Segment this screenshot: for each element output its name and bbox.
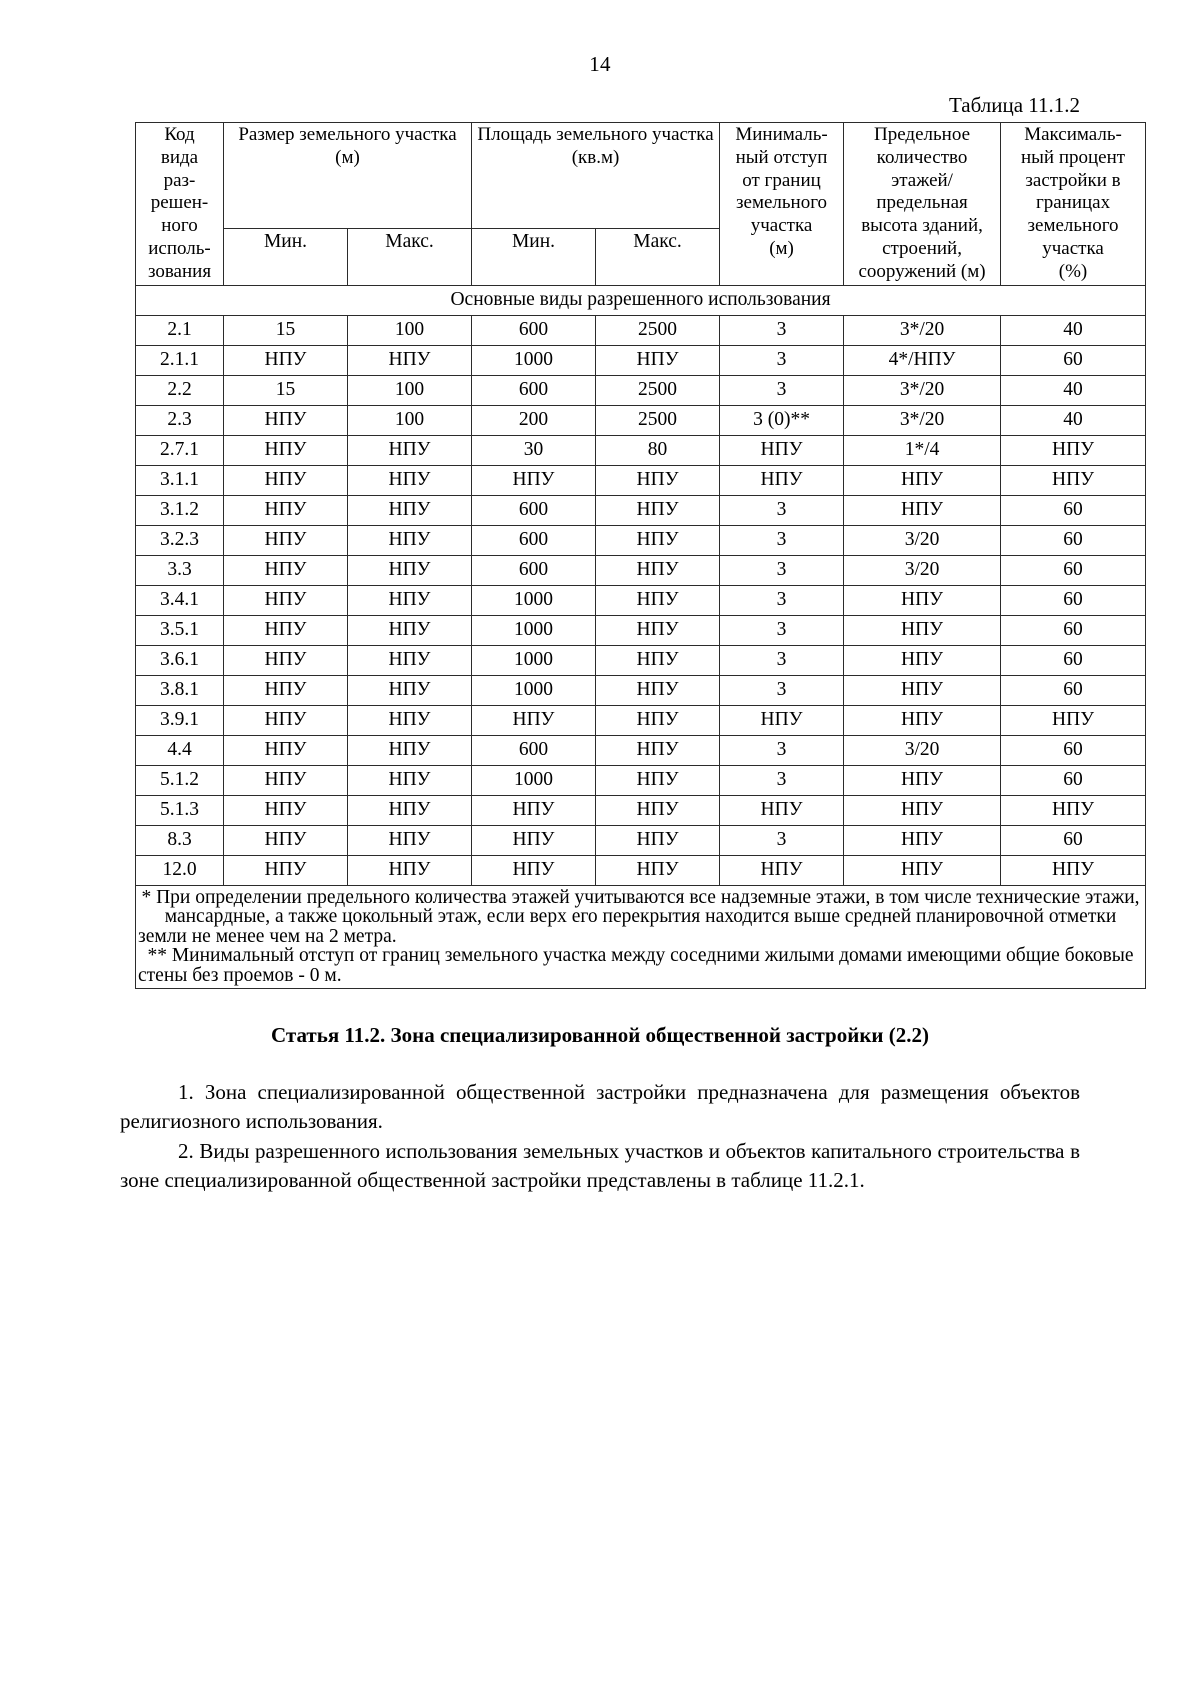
cell-code: 3.2.3 [136, 525, 224, 555]
cell-offset: 3 [720, 315, 844, 345]
header-code-line-5: ного [161, 215, 198, 237]
cell-area-max: НПУ [596, 615, 720, 645]
header-percent-line-7: (%) [1058, 260, 1088, 282]
header-offset-line-4: земельного [736, 192, 828, 214]
cell-size-max: 100 [348, 315, 472, 345]
cell-percent: 60 [1001, 765, 1146, 795]
cell-size-min: НПУ [224, 345, 348, 375]
table-row [136, 675, 1146, 705]
article-body [120, 1078, 1080, 1196]
cell-code: 3.5.1 [136, 615, 224, 645]
cell-percent: 60 [1001, 585, 1146, 615]
cell-size-max: НПУ [348, 855, 472, 885]
header-max-floors [844, 123, 1001, 286]
footnotes-row [136, 885, 1146, 989]
cell-size-max: НПУ [348, 495, 472, 525]
table-row [136, 495, 1146, 525]
cell-floors: 3*/20 [844, 405, 1001, 435]
cell-size-min: НПУ [224, 855, 348, 885]
cell-area-max: НПУ [596, 555, 720, 585]
header-percent-line-2: ный процент [1020, 146, 1126, 168]
cell-area-min: 600 [472, 375, 596, 405]
cell-size-max: НПУ [348, 555, 472, 585]
table-row [136, 855, 1146, 885]
cell-percent: 40 [1001, 375, 1146, 405]
cell-offset: НПУ [720, 705, 844, 735]
header-offset-line-6: (м) [769, 237, 794, 259]
table-row [136, 585, 1146, 615]
cell-area-max: НПУ [596, 705, 720, 735]
cell-area-max: 2500 [596, 405, 720, 435]
table-row [136, 555, 1146, 585]
cell-area-min: 600 [472, 735, 596, 765]
table-row [136, 765, 1146, 795]
cell-offset: 3 [720, 525, 844, 555]
cell-size-max: 100 [348, 375, 472, 405]
table-row [136, 375, 1146, 405]
cell-offset: 3 (0)** [720, 405, 844, 435]
cell-floors: 3/20 [844, 555, 1001, 585]
cell-floors: 4*/НПУ [844, 345, 1001, 375]
cell-area-min: 200 [472, 405, 596, 435]
cell-offset: НПУ [720, 465, 844, 495]
header-percent-line-5: земельного [1027, 215, 1119, 237]
header-area-max: Макс. [596, 228, 720, 285]
cell-percent: 60 [1001, 495, 1146, 525]
cell-code: 12.0 [136, 855, 224, 885]
cell-percent: 40 [1001, 405, 1146, 435]
cell-code: 3.8.1 [136, 675, 224, 705]
cell-size-max: НПУ [348, 705, 472, 735]
cell-offset: 3 [720, 645, 844, 675]
header-plot-area: Площадь земельного участка (кв.м) [472, 123, 720, 229]
cell-offset: НПУ [720, 795, 844, 825]
cell-area-max: 2500 [596, 375, 720, 405]
cell-code: 5.1.2 [136, 765, 224, 795]
cell-area-max: НПУ [596, 525, 720, 555]
cell-percent: 60 [1001, 825, 1146, 855]
cell-area-min: 600 [472, 315, 596, 345]
header-offset-line-5: участка [750, 215, 813, 237]
cell-area-min: 1000 [472, 345, 596, 375]
header-offset-line-1: Минималь- [735, 124, 828, 145]
header-percent-line-4: границах [1035, 192, 1111, 214]
cell-area-max: НПУ [596, 345, 720, 375]
cell-area-max: НПУ [596, 825, 720, 855]
cell-size-max: НПУ [348, 615, 472, 645]
table-row [136, 795, 1146, 825]
header-percent-line-1: Максималь- [1024, 124, 1122, 145]
cell-size-max: НПУ [348, 645, 472, 675]
cell-area-min: 30 [472, 435, 596, 465]
header-percent-line-3: застройки в [1025, 169, 1121, 191]
cell-area-max: 80 [596, 435, 720, 465]
cell-floors: НПУ [844, 765, 1001, 795]
cell-area-min: НПУ [472, 705, 596, 735]
cell-floors: НПУ [844, 585, 1001, 615]
cell-size-max: НПУ [348, 735, 472, 765]
cell-offset: 3 [720, 675, 844, 705]
header-floors-line-5: высота зданий, [861, 215, 983, 237]
cell-offset: 3 [720, 615, 844, 645]
cell-code: 2.3 [136, 405, 224, 435]
header-code-line-2: вида [160, 146, 199, 168]
table-row [136, 615, 1146, 645]
cell-code: 5.1.3 [136, 795, 224, 825]
cell-code: 3.1.1 [136, 465, 224, 495]
cell-size-min: 15 [224, 375, 348, 405]
cell-size-min: НПУ [224, 465, 348, 495]
table-row [136, 735, 1146, 765]
cell-floors: НПУ [844, 825, 1001, 855]
table-row [136, 645, 1146, 675]
cell-area-max: НПУ [596, 855, 720, 885]
cell-size-min: 15 [224, 315, 348, 345]
cell-percent: 40 [1001, 315, 1146, 345]
header-code [136, 123, 224, 286]
cell-offset: НПУ [720, 855, 844, 885]
cell-area-max: НПУ [596, 645, 720, 675]
table-row [136, 825, 1146, 855]
header-floors-line-7: сооружений (м) [858, 260, 986, 282]
cell-size-max: НПУ [348, 765, 472, 795]
cell-percent: 60 [1001, 525, 1146, 555]
cell-offset: НПУ [720, 435, 844, 465]
cell-size-min: НПУ [224, 435, 348, 465]
cell-size-min: НПУ [224, 705, 348, 735]
zoning-table-container [135, 122, 1140, 989]
page-number: 14 [589, 52, 611, 76]
header-min-offset [720, 123, 844, 286]
cell-area-min: 600 [472, 495, 596, 525]
cell-size-max: НПУ [348, 675, 472, 705]
cell-offset: 3 [720, 765, 844, 795]
header-offset-line-3: от границ [742, 169, 821, 191]
header-code-line-4: решен- [150, 192, 209, 214]
cell-floors: НПУ [844, 495, 1001, 525]
cell-area-max: НПУ [596, 585, 720, 615]
cell-size-min: НПУ [224, 795, 348, 825]
cell-percent: 60 [1001, 675, 1146, 705]
cell-offset: 3 [720, 735, 844, 765]
cell-area-min: 1000 [472, 765, 596, 795]
cell-area-min: НПУ [472, 795, 596, 825]
cell-code: 2.1 [136, 315, 224, 345]
cell-floors: НПУ [844, 705, 1001, 735]
cell-code: 8.3 [136, 825, 224, 855]
header-floors-line-1: Предельное [874, 124, 971, 145]
cell-area-max: НПУ [596, 675, 720, 705]
cell-size-min: НПУ [224, 615, 348, 645]
cell-offset: 3 [720, 375, 844, 405]
cell-code: 2.1.1 [136, 345, 224, 375]
cell-code: 2.2 [136, 375, 224, 405]
cell-floors: НПУ [844, 465, 1001, 495]
cell-size-max: НПУ [348, 435, 472, 465]
cell-size-max: НПУ [348, 465, 472, 495]
header-code-line-3: раз- [163, 169, 196, 191]
cell-area-max: НПУ [596, 495, 720, 525]
cell-offset: 3 [720, 555, 844, 585]
zoning-table [135, 122, 1146, 989]
header-code-line-6: исполь- [148, 237, 211, 259]
cell-area-min: 600 [472, 555, 596, 585]
header-percent-line-6: участка [1042, 237, 1104, 259]
cell-area-min: НПУ [472, 825, 596, 855]
table-row [136, 435, 1146, 465]
cell-size-max: НПУ [348, 795, 472, 825]
cell-size-max: НПУ [348, 825, 472, 855]
header-area-min: Мин. [472, 228, 596, 285]
cell-area-min: 1000 [472, 675, 596, 705]
footnote-double-star: ** Минимальный отступ от границ земельного участка между соседними жилыми домами имеющими общие боковые стены без проемов - 0 м. [138, 945, 1134, 986]
cell-area-min: НПУ [472, 465, 596, 495]
table-footnotes [136, 885, 1146, 989]
cell-area-max: НПУ [596, 735, 720, 765]
cell-area-min: 1000 [472, 585, 596, 615]
cell-offset: 3 [720, 825, 844, 855]
cell-floors: НПУ [844, 645, 1001, 675]
cell-percent: НПУ [1001, 855, 1146, 885]
cell-code: 3.6.1 [136, 645, 224, 675]
cell-code: 3.9.1 [136, 705, 224, 735]
table-header [136, 123, 1146, 286]
header-code-line-1: Код [164, 124, 195, 145]
cell-offset: 3 [720, 495, 844, 525]
article-paragraph-1: 1. Зона специализированной общественной застройки предназначена для размещения объектов религиозного использования. [120, 1080, 1080, 1134]
footnotes-cell [136, 885, 1146, 989]
cell-floors: НПУ [844, 615, 1001, 645]
cell-percent: 60 [1001, 735, 1146, 765]
article-title: Статья 11.2. Зона специализированной общественной застройки (2.2) [270, 1023, 929, 1048]
cell-size-max: НПУ [348, 525, 472, 555]
header-floors-line-6: строений, [882, 237, 962, 259]
cell-code: 3.3 [136, 555, 224, 585]
cell-floors: НПУ [844, 855, 1001, 885]
header-max-percent [1001, 123, 1146, 286]
cell-percent: 60 [1001, 615, 1146, 645]
cell-code: 3.1.2 [136, 495, 224, 525]
cell-size-min: НПУ [224, 765, 348, 795]
cell-size-min: НПУ [224, 495, 348, 525]
cell-percent: 60 [1001, 555, 1146, 585]
header-size-max: Макс. [348, 228, 472, 285]
cell-area-min: 1000 [472, 615, 596, 645]
cell-floors: 3/20 [844, 525, 1001, 555]
cell-area-max: 2500 [596, 315, 720, 345]
cell-size-min: НПУ [224, 645, 348, 675]
cell-size-min: НПУ [224, 585, 348, 615]
cell-code: 4.4 [136, 735, 224, 765]
cell-size-max: НПУ [348, 345, 472, 375]
table-row [136, 525, 1146, 555]
section-header-label: Основные виды разрешенного использования [136, 285, 1146, 315]
cell-area-min: 1000 [472, 645, 596, 675]
cell-percent: НПУ [1001, 465, 1146, 495]
cell-area-max: НПУ [596, 795, 720, 825]
table-row [136, 465, 1146, 495]
header-code-line-7: зования [147, 260, 212, 282]
cell-percent: НПУ [1001, 795, 1146, 825]
cell-size-max: НПУ [348, 585, 472, 615]
cell-percent: НПУ [1001, 435, 1146, 465]
header-plot-size: Размер земельного участка (м) [224, 123, 472, 229]
cell-area-max: НПУ [596, 765, 720, 795]
header-floors-line-4: предельная [876, 192, 968, 214]
cell-floors: 3/20 [844, 735, 1001, 765]
table-row [136, 345, 1146, 375]
cell-size-min: НПУ [224, 525, 348, 555]
table-row [136, 405, 1146, 435]
article-paragraph-2: 2. Виды разрешенного использования земельных участков и объектов капитального строительства в зоне специализированной общественной застройки представлены в таблице 11.2.1. [120, 1138, 1080, 1193]
table-caption: Таблица 11.1.2 [948, 93, 1080, 117]
cell-code: 2.7.1 [136, 435, 224, 465]
cell-area-min: НПУ [472, 855, 596, 885]
cell-size-min: НПУ [224, 735, 348, 765]
cell-size-max: 100 [348, 405, 472, 435]
cell-offset: 3 [720, 345, 844, 375]
header-offset-line-2: ный отступ [735, 146, 828, 168]
header-floors-line-2: количество [876, 146, 968, 168]
header-size-min: Мин. [224, 228, 348, 285]
cell-size-min: НПУ [224, 405, 348, 435]
cell-floors: 3*/20 [844, 315, 1001, 345]
cell-floors: 1*/4 [844, 435, 1001, 465]
cell-size-min: НПУ [224, 825, 348, 855]
table-row [136, 705, 1146, 735]
header-floors-line-3: этажей/ [891, 169, 953, 191]
table-body [136, 285, 1146, 885]
cell-floors: НПУ [844, 675, 1001, 705]
cell-size-min: НПУ [224, 555, 348, 585]
cell-floors: НПУ [844, 795, 1001, 825]
table-row [136, 315, 1146, 345]
cell-area-min: 600 [472, 525, 596, 555]
cell-area-max: НПУ [596, 465, 720, 495]
cell-floors: 3*/20 [844, 375, 1001, 405]
cell-percent: НПУ [1001, 705, 1146, 735]
cell-offset: 3 [720, 585, 844, 615]
cell-percent: 60 [1001, 345, 1146, 375]
cell-percent: 60 [1001, 645, 1146, 675]
footnote-single-star: * При определении предельного количества этажей учитываются все надземные этажи, в том числе технические этажи, мансардные, а также цокольный этаж, если верх его перекрытия находится выше средней планировочной отметки земли не менее чем на 2 метра. [138, 886, 1140, 947]
cell-size-min: НПУ [224, 675, 348, 705]
cell-code: 3.4.1 [136, 585, 224, 615]
section-header-row [136, 285, 1146, 315]
header-row-primary [136, 123, 1146, 229]
